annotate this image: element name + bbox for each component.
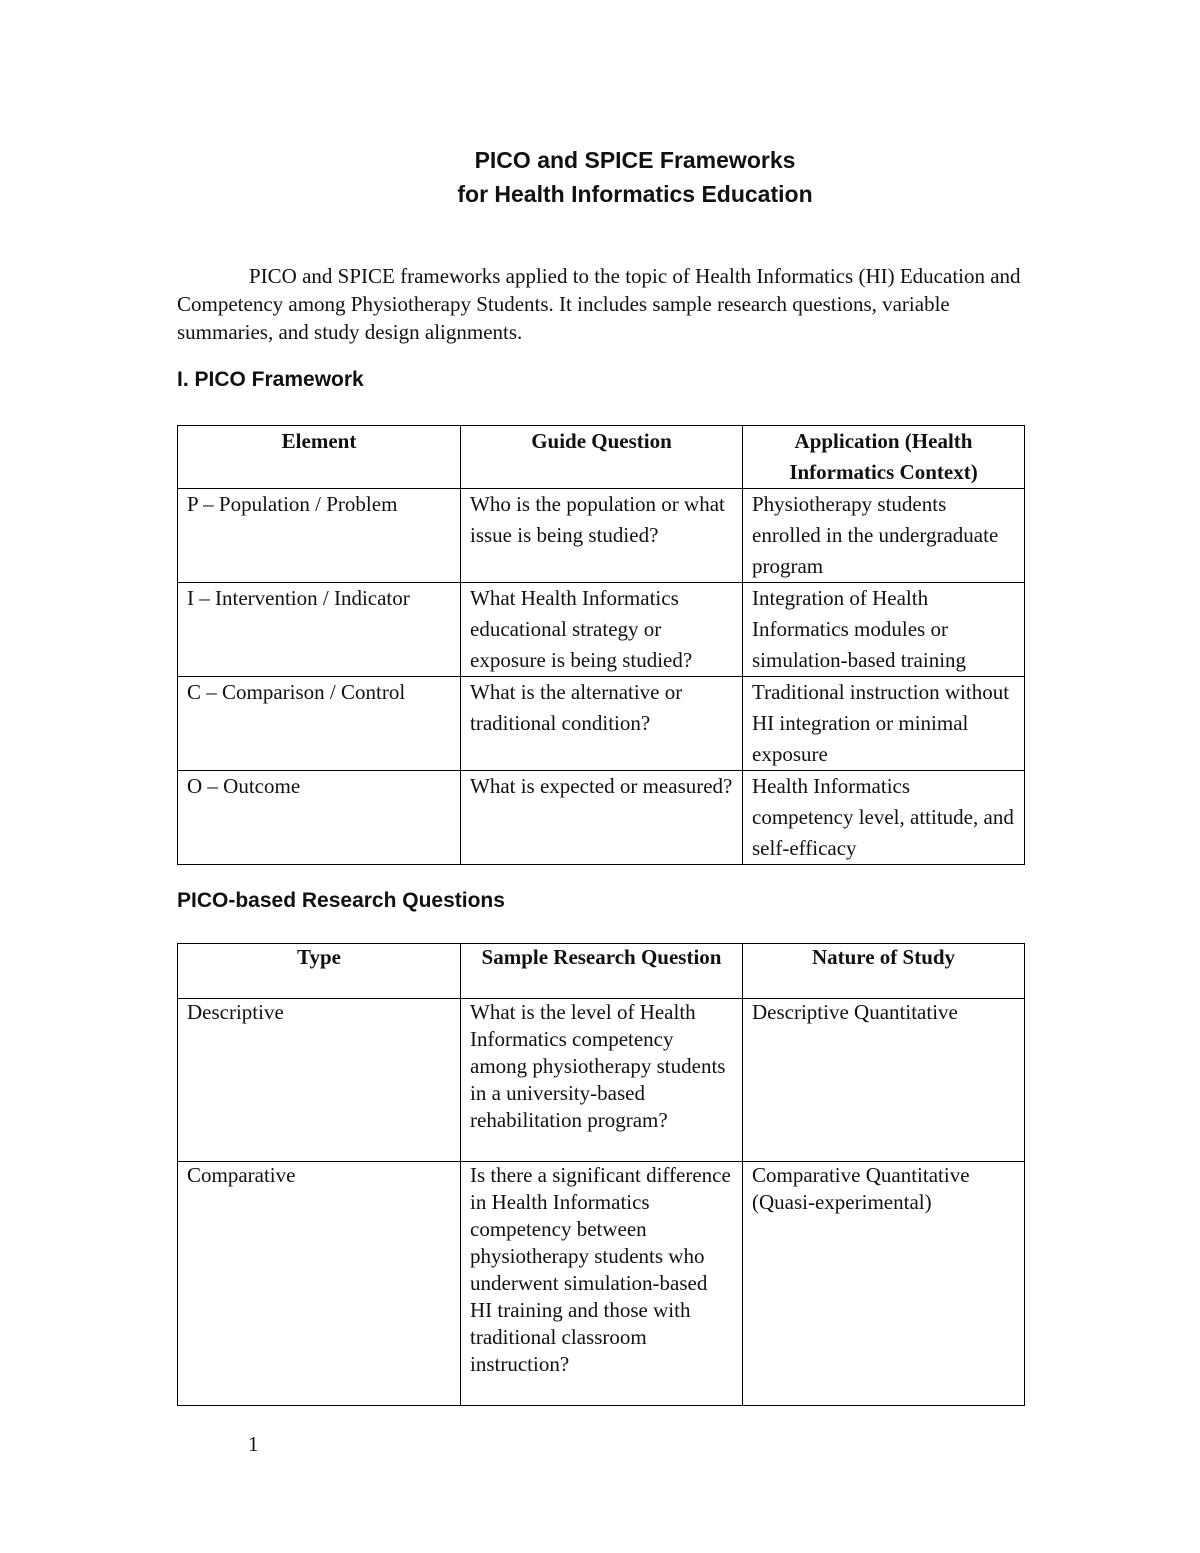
column-header: Nature of Study <box>743 944 1025 999</box>
table-cell: Physiotherapy students enrolled in the undergraduate program <box>743 489 1025 583</box>
document-title: PICO and SPICE Frameworks <box>474 147 796 173</box>
intro-text: PICO and SPICE frameworks applied to the topic of Health Informatics (HI) Education and Competency among Physiotherapy Students. It includes sample research questions, variable summaries, and study design alignments. <box>177 264 1021 344</box>
column-header: Element <box>178 426 461 489</box>
column-header: Application (Health Informatics Context) <box>743 426 1025 489</box>
page-number: 1 <box>248 1432 259 1456</box>
table-cell: Descriptive <box>178 999 461 1162</box>
research-questions-heading: PICO-based Research Questions <box>177 889 505 912</box>
table-cell: What Health Informatics educational strategy or exposure is being studied? <box>461 583 743 677</box>
table-cell: C – Comparison / Control <box>178 677 461 771</box>
table-cell: O – Outcome <box>178 771 461 865</box>
table-cell: Health Informatics competency level, attitude, and self-efficacy <box>743 771 1025 865</box>
table-row <box>178 771 1025 865</box>
table-cell: Integration of Health Informatics modules or simulation-based training <box>743 583 1025 677</box>
table-cell: What is expected or measured? <box>461 771 743 865</box>
table-row <box>178 999 1025 1162</box>
table-cell: Comparative Quantitative (Quasi-experimental) <box>743 1162 1025 1406</box>
table-header-row <box>178 944 1025 999</box>
table-row <box>178 1162 1025 1406</box>
column-header: Sample Research Question <box>461 944 743 999</box>
column-header: Guide Question <box>461 426 743 489</box>
table-cell: P – Population / Problem <box>178 489 461 583</box>
table-row <box>178 583 1025 677</box>
pico-table <box>177 425 1025 865</box>
table-header-row <box>178 426 1025 489</box>
column-header: Type <box>178 944 461 999</box>
table-cell: Comparative <box>178 1162 461 1406</box>
table-cell: What is the level of Health Informatics competency among physiotherapy students in a university-based rehabilitation program? <box>461 999 743 1162</box>
pico-heading: I. PICO Framework <box>177 368 364 391</box>
table-row <box>178 677 1025 771</box>
table-cell: What is the alternative or traditional condition? <box>461 677 743 771</box>
table-cell: Is there a significant difference in Health Informatics competency between physiotherapy students who underwent simulation-based HI training and those with traditional classroom instruction? <box>461 1162 743 1406</box>
table-cell: Descriptive Quantitative <box>743 999 1025 1162</box>
research-questions-table <box>177 943 1025 1406</box>
table-row <box>178 489 1025 583</box>
table-cell: Traditional instruction without HI integration or minimal exposure <box>743 677 1025 771</box>
document-subtitle: for Health Informatics Education <box>457 181 813 207</box>
table-cell: Who is the population or what issue is being studied? <box>461 489 743 583</box>
intro-paragraph <box>177 262 1027 346</box>
table-cell: I – Intervention / Indicator <box>178 583 461 677</box>
